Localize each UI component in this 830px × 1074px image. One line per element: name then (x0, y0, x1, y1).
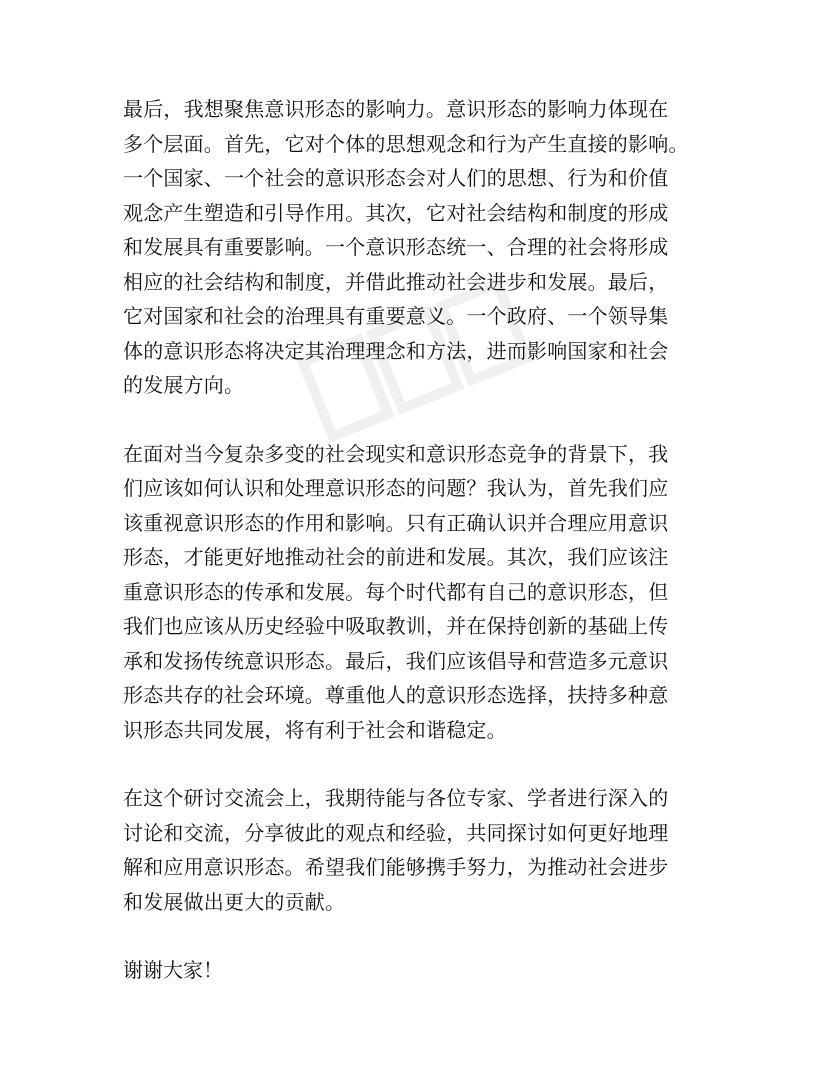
paragraph-line: 该重视意识形态的作用和影响。只有正确认识并合理应用意识 (123, 510, 669, 535)
paragraph-2 (123, 437, 723, 748)
paragraph-line: 最后，我想聚焦意识形态的影响力。意识形态的影响力体现在 (123, 97, 669, 121)
paragraph-line: 们应该如何认识和处理意识形态的问题？我认为，首先我们应 (123, 476, 669, 500)
paragraph-line: 形态共存的社会环境。尊重他人的意识形态选择，扶持多种意 (123, 683, 669, 707)
paragraph-line: 相应的社会结构和制度，并借此推动社会进步和发展。最后， (123, 269, 669, 294)
paragraph-line: 观念产生塑造和引导作用。其次，它对社会结构和制度的形成 (123, 200, 669, 225)
paragraph-3 (123, 781, 723, 919)
paragraph-line: 讨论和交流，分享彼此的观点和经验，共同探讨如何更好地理 (123, 820, 669, 845)
closing-line: 谢谢大家！ (123, 958, 223, 982)
document-body (123, 92, 723, 987)
paragraph-line: 它对国家和社会的治理具有重要意义。一个政府、一个领导集 (123, 304, 669, 328)
paragraph-line: 承和发扬传统意识形态。最后，我们应该倡导和营造多元意识 (123, 648, 669, 673)
paragraph-line: 解和应用意识形态。希望我们能够携手努力，为推动社会进步 (123, 855, 669, 879)
paragraph-line: 的发展方向。 (123, 373, 245, 397)
paragraph-line: 识形态共同发展，将有利于社会和谐稳定。 (123, 717, 507, 742)
paragraph-line: 一个国家、一个社会的意识形态会对人们的思想、行为和价值 (123, 166, 669, 190)
paragraph-line: 我们也应该从历史经验中吸取教训，并在保持创新的基础上传 (123, 614, 669, 638)
paragraph-line: 和发展做出更大的贡献。 (123, 889, 346, 914)
paragraph-line: 和发展具有重要影响。一个意识形态统一、合理的社会将形成 (123, 235, 669, 259)
paragraph-line: 在这个研讨交流会上，我期待能与各位专家、学者进行深入的 (123, 786, 669, 810)
paragraph-1 (123, 92, 723, 403)
paragraph-line: 重意识形态的传承和发展。每个时代都有自己的意识形态，但 (123, 579, 669, 604)
paragraph-line: 形态，才能更好地推动社会的前进和发展。其次，我们应该注 (123, 545, 669, 569)
paragraph-line: 体的意识形态将决定其治理理念和方法，进而影响国家和社会 (123, 338, 669, 363)
paragraph-line: 在面对当今复杂多变的社会现实和意识形态竞争的背景下，我 (123, 441, 669, 466)
paragraph-line: 多个层面。首先，它对个体的思想观念和行为产生直接的影响。 (123, 131, 689, 156)
